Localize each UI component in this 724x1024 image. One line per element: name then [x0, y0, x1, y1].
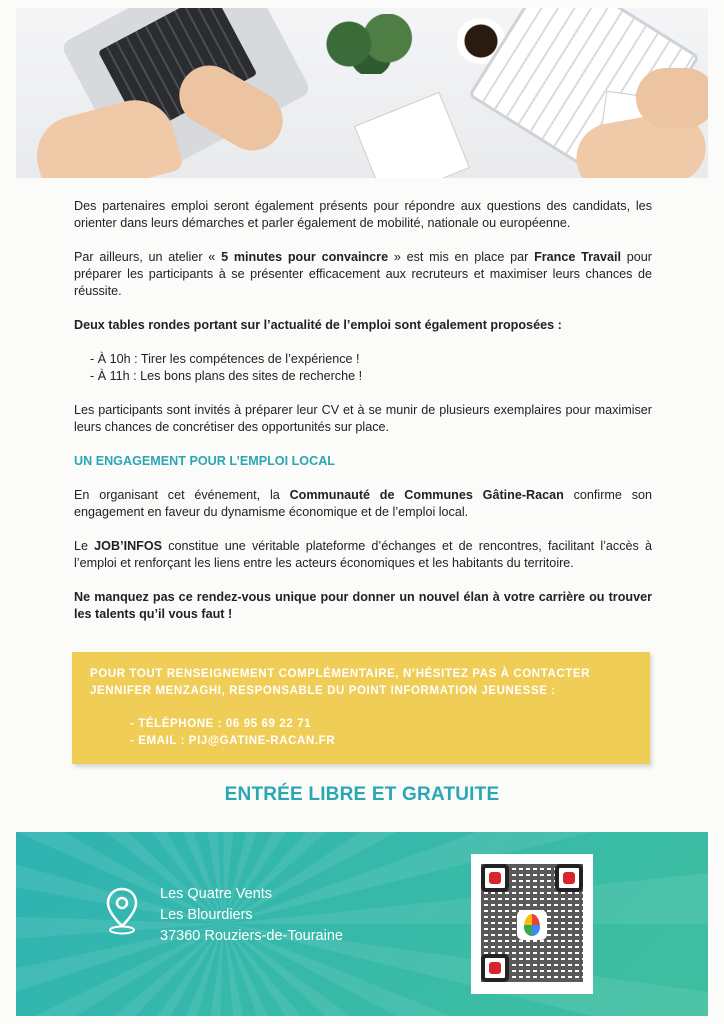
list-item: - À 10h : Tirer les compétences de l’expérience ! — [90, 352, 360, 366]
address-line: Les Quatre Vents — [160, 886, 273, 902]
paragraph-cv: Les participants sont invités à préparer leur CV et à se munir de plusieurs exemplaires pour maximiser leurs chances de concrétiser des opportunités sur place. — [74, 403, 652, 434]
text-span: pour préparer les participants à se présenter efficacement aux recruteurs et maximiser leurs chances de réussite. — [74, 250, 652, 298]
text-span: En organisant cet événement, la — [74, 488, 290, 502]
qr-finder — [481, 954, 509, 982]
text-span: Le — [74, 539, 95, 553]
text-span: Par ailleurs, un atelier « — [74, 250, 222, 264]
text-span: constitue une véritable plateforme d’échanges et de rencontres, facilitant l’accès à l’emploi et renforçant les liens entre les acteurs économiques et les habitants du territoire. — [74, 539, 652, 570]
organization-name: France Travail — [534, 250, 622, 264]
paragraph-organizer — [74, 487, 652, 521]
hero-photo — [16, 8, 708, 178]
paragraph-roundtables — [74, 317, 652, 334]
qr-finder — [481, 864, 509, 892]
workshop-name: 5 minutes pour convaincre — [221, 250, 389, 264]
address-line: Les Blourdiers — [160, 907, 253, 923]
paragraph-closing — [74, 589, 652, 623]
contact-intro: POUR TOUT RENSEIGNEMENT COMPLÉMENTAIRE, N’HÉSITEZ PAS À CONTACTER JENNIFER MENZAGHI, RESPONSABLE DU POINT INFORMATION JEUNESSE : — [90, 668, 591, 697]
paragraph-jobinfos — [74, 538, 652, 572]
roundtables-heading: Deux tables rondes portant sur l’actualité de l’emploi sont également proposées : — [74, 318, 562, 332]
text-span: » est mis en place par — [388, 250, 535, 264]
qr-finder — [555, 864, 583, 892]
list-item: - À 11h : Les bons plans des sites de recherche ! — [90, 369, 363, 383]
free-entry-title: ENTRÉE LIBRE ET GRATUITE — [224, 784, 500, 805]
roundtables-list — [74, 351, 652, 385]
location-pin-icon — [104, 886, 140, 936]
section-title: UN ENGAGEMENT POUR L’EMPLOI LOCAL — [74, 454, 335, 468]
contact-phone[interactable]: - TÉLÉPHONE : 06 95 69 22 71 — [130, 718, 312, 730]
address-line: 37360 Rouziers-de-Touraine — [160, 928, 343, 944]
hand-image — [636, 68, 708, 128]
text-span: confirme son engagement en faveur du dynamisme économique et de l’emploi local. — [74, 488, 653, 519]
contact-email[interactable]: - EMAIL : PIJ@GATINE-RACAN.FR — [130, 735, 336, 747]
footer-banner — [16, 832, 708, 1016]
paragraph-workshop — [74, 249, 652, 300]
event-name: JOB’INFOS — [94, 539, 163, 553]
contact-box — [72, 652, 650, 764]
address — [160, 884, 343, 947]
paragraph-partners: Des partenaires emploi seront également présents pour répondre aux questions des candidats, les orienter dans leurs démarches et parler également de mobilité, nationale ou européenne. — [74, 199, 652, 230]
article-body — [74, 198, 652, 640]
plant-image — [316, 14, 426, 74]
maps-logo-icon — [517, 910, 547, 940]
organizer-name: Communauté de Communes Gâtine-Racan — [289, 488, 564, 502]
closing-text: Ne manquez pas ce rendez-vous unique pour donner un nouvel élan à votre carrière ou trouver les talents qu’il vous faut ! — [74, 590, 652, 621]
qr-code[interactable] — [471, 854, 593, 994]
notebook-image — [354, 92, 470, 178]
